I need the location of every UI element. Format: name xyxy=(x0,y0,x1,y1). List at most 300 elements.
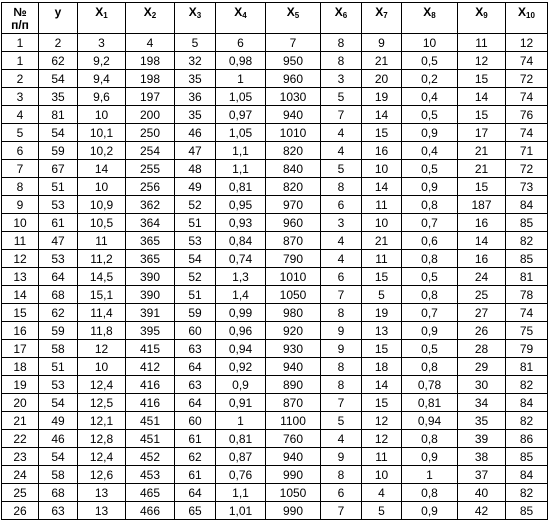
column-header xyxy=(402,3,458,34)
table-cell: 7 xyxy=(2,160,39,178)
table-cell: 200 xyxy=(126,106,175,124)
table-cell: 7 xyxy=(321,106,362,124)
table-cell: 61 xyxy=(175,430,216,448)
table-cell: 960 xyxy=(266,214,321,232)
table-cell: 0,8 xyxy=(402,196,458,214)
table-cell: 1 xyxy=(216,70,266,88)
table-cell: 73 xyxy=(506,178,548,196)
table-cell: 14 xyxy=(2,286,39,304)
table-cell: 940 xyxy=(266,106,321,124)
table-cell: 74 xyxy=(506,88,548,106)
table-cell: 452 xyxy=(126,448,175,466)
table-cell: 35 xyxy=(175,70,216,88)
table-cell: 416 xyxy=(126,394,175,412)
table-cell: 930 xyxy=(266,340,321,358)
column-header xyxy=(126,3,175,34)
table-cell: 72 xyxy=(506,70,548,88)
table-cell: 0,5 xyxy=(402,160,458,178)
header-label: X xyxy=(518,5,527,19)
table-cell: 10 xyxy=(362,214,402,232)
table-cell: 1,1 xyxy=(216,160,266,178)
table-cell: 68 xyxy=(39,484,78,502)
table-cell: 940 xyxy=(266,358,321,376)
table-cell: 85 xyxy=(506,448,548,466)
table-cell: 11,8 xyxy=(78,322,126,340)
table-cell: 82 xyxy=(506,484,548,502)
table-cell: 48 xyxy=(175,160,216,178)
table-cell: 9 xyxy=(362,34,402,52)
table-cell: 51 xyxy=(175,286,216,304)
table-cell: 4 xyxy=(321,250,362,268)
table-cell: 1,4 xyxy=(216,286,266,304)
table-cell: 74 xyxy=(506,304,548,322)
table-row xyxy=(2,106,548,124)
table-cell: 256 xyxy=(126,178,175,196)
table-cell: 198 xyxy=(126,52,175,70)
header-label: X xyxy=(423,5,432,19)
table-cell: 840 xyxy=(266,160,321,178)
table-cell: 1,3 xyxy=(216,268,266,286)
table-cell: 79 xyxy=(506,340,548,358)
table-cell: 362 xyxy=(126,196,175,214)
table-cell: 8 xyxy=(321,466,362,484)
table-cell: 20 xyxy=(362,70,402,88)
table-cell: 53 xyxy=(39,250,78,268)
table-cell: 3 xyxy=(321,214,362,232)
table-cell: 21 xyxy=(362,52,402,70)
table-cell: 10,9 xyxy=(78,196,126,214)
table-cell: 49 xyxy=(39,412,78,430)
table-cell: 11 xyxy=(362,196,402,214)
table-body xyxy=(2,34,548,520)
table-row xyxy=(2,412,548,430)
header-subscript: 4 xyxy=(242,11,247,20)
table-cell: 1 xyxy=(402,466,458,484)
table-cell: 18 xyxy=(362,358,402,376)
table-cell: 0,96 xyxy=(216,322,266,340)
table-cell: 12,1 xyxy=(78,412,126,430)
table-cell: 0,74 xyxy=(216,250,266,268)
table-cell: 0,76 xyxy=(216,466,266,484)
table-cell: 53 xyxy=(175,232,216,250)
table-cell: 74 xyxy=(506,124,548,142)
table-cell: 0,99 xyxy=(216,304,266,322)
table-cell: 28 xyxy=(458,340,506,358)
table-cell: 61 xyxy=(39,214,78,232)
table-cell: 86 xyxy=(506,430,548,448)
table-row xyxy=(2,322,548,340)
table-cell: 84 xyxy=(506,466,548,484)
table-cell: 12 xyxy=(506,34,548,52)
table-cell: 2 xyxy=(2,70,39,88)
table-cell: 81 xyxy=(506,268,548,286)
table-cell: 67 xyxy=(39,160,78,178)
table-cell: 11,2 xyxy=(78,250,126,268)
table-cell: 3 xyxy=(321,70,362,88)
table-cell: 38 xyxy=(458,448,506,466)
table-cell: 820 xyxy=(266,178,321,196)
table-cell: 890 xyxy=(266,376,321,394)
table-cell: 0,7 xyxy=(402,214,458,232)
table-cell: 0,9 xyxy=(402,124,458,142)
table-cell: 960 xyxy=(266,70,321,88)
table-cell: 4 xyxy=(321,430,362,448)
table-cell: 15 xyxy=(2,304,39,322)
table-cell: 940 xyxy=(266,448,321,466)
header-subscript: 8 xyxy=(431,11,436,20)
table-cell: 0,9 xyxy=(402,322,458,340)
table-cell: 60 xyxy=(175,412,216,430)
header-subscript: 5 xyxy=(294,11,300,20)
table-cell: 980 xyxy=(266,304,321,322)
table-cell: 1,1 xyxy=(216,142,266,160)
table-cell: 390 xyxy=(126,268,175,286)
table-cell: 5 xyxy=(321,412,362,430)
table-cell: 1010 xyxy=(266,268,321,286)
header-label: X xyxy=(234,5,243,19)
table-cell: 11 xyxy=(458,34,506,52)
table-cell: 47 xyxy=(39,232,78,250)
table-cell: 46 xyxy=(175,124,216,142)
table-cell: 16 xyxy=(458,250,506,268)
table-cell: 63 xyxy=(175,376,216,394)
table-cell: 18 xyxy=(2,358,39,376)
table-cell: 0,8 xyxy=(402,484,458,502)
table-cell: 15 xyxy=(362,268,402,286)
table-cell: 81 xyxy=(506,358,548,376)
table-cell: 820 xyxy=(266,142,321,160)
column-header xyxy=(78,3,126,34)
table-cell: 12 xyxy=(78,340,126,358)
column-header: y xyxy=(39,3,78,34)
table-cell: 15 xyxy=(458,106,506,124)
table-cell: 8 xyxy=(321,376,362,394)
table-cell: 26 xyxy=(2,502,39,520)
table-cell: 254 xyxy=(126,142,175,160)
table-cell: 75 xyxy=(506,322,548,340)
table-cell: 26 xyxy=(458,322,506,340)
table-cell: 19 xyxy=(362,304,402,322)
table-cell: 10,5 xyxy=(78,214,126,232)
header-row xyxy=(2,3,548,34)
table-row xyxy=(2,286,548,304)
table-cell: 24 xyxy=(2,466,39,484)
table-cell: 870 xyxy=(266,394,321,412)
table-cell: 68 xyxy=(39,286,78,304)
table-cell: 9,2 xyxy=(78,52,126,70)
table-cell: 1,01 xyxy=(216,502,266,520)
column-header: № п/п xyxy=(2,3,39,34)
table-cell: 0,8 xyxy=(402,286,458,304)
table-cell: 4 xyxy=(2,106,39,124)
table-cell: 32 xyxy=(175,52,216,70)
table-cell: 21 xyxy=(458,142,506,160)
table-cell: 7 xyxy=(321,394,362,412)
table-cell: 35 xyxy=(39,88,78,106)
table-cell: 54 xyxy=(39,394,78,412)
table-cell: 21 xyxy=(362,232,402,250)
table-cell: 0,9 xyxy=(402,448,458,466)
table-cell: 20 xyxy=(2,394,39,412)
table-row xyxy=(2,214,548,232)
table-cell: 4 xyxy=(321,142,362,160)
table-cell: 0,95 xyxy=(216,196,266,214)
table-cell: 990 xyxy=(266,502,321,520)
table-cell: 82 xyxy=(506,232,548,250)
table-cell: 15 xyxy=(458,70,506,88)
table-cell: 6 xyxy=(321,268,362,286)
table-cell: 51 xyxy=(39,358,78,376)
table-cell: 72 xyxy=(506,160,548,178)
table-cell: 64 xyxy=(175,358,216,376)
table-cell: 27 xyxy=(458,304,506,322)
table-cell: 3 xyxy=(78,34,126,52)
table-cell: 9 xyxy=(2,196,39,214)
table-cell: 0,93 xyxy=(216,214,266,232)
table-cell: 13 xyxy=(362,322,402,340)
table-cell: 47 xyxy=(175,142,216,160)
table-row xyxy=(2,34,548,52)
table-cell: 52 xyxy=(175,196,216,214)
table-cell: 59 xyxy=(39,142,78,160)
column-header xyxy=(321,3,362,34)
table-row xyxy=(2,232,548,250)
table-cell: 990 xyxy=(266,466,321,484)
table-cell: 65 xyxy=(175,502,216,520)
table-cell: 14 xyxy=(362,106,402,124)
header-label: X xyxy=(188,5,197,19)
column-header xyxy=(216,3,266,34)
header-subscript: 7 xyxy=(383,11,388,20)
table-cell: 465 xyxy=(126,484,175,502)
table-cell: 0,94 xyxy=(216,340,266,358)
table-cell: 7 xyxy=(321,502,362,520)
table-row xyxy=(2,196,548,214)
table-cell: 0,81 xyxy=(402,394,458,412)
table-cell: 15 xyxy=(362,340,402,358)
table-cell: 4 xyxy=(321,232,362,250)
header-label: X xyxy=(475,5,484,19)
table-cell: 1010 xyxy=(266,124,321,142)
table-cell: 14 xyxy=(458,88,506,106)
table-cell: 24 xyxy=(458,268,506,286)
table-cell: 1 xyxy=(216,412,266,430)
table-cell: 11,4 xyxy=(78,304,126,322)
table-cell: 84 xyxy=(506,196,548,214)
table-row xyxy=(2,394,548,412)
table-cell: 5 xyxy=(362,502,402,520)
table-row xyxy=(2,124,548,142)
table-cell: 0,8 xyxy=(402,430,458,448)
table-cell: 36 xyxy=(175,88,216,106)
table-cell: 0,8 xyxy=(402,358,458,376)
table-cell: 395 xyxy=(126,322,175,340)
table-cell: 13 xyxy=(78,484,126,502)
table-cell: 0,8 xyxy=(402,250,458,268)
table-cell: 0,9 xyxy=(402,502,458,520)
table-cell: 0,87 xyxy=(216,448,266,466)
table-cell: 451 xyxy=(126,412,175,430)
table-cell: 8 xyxy=(2,178,39,196)
table-row xyxy=(2,142,548,160)
table-cell: 10 xyxy=(362,160,402,178)
table-cell: 4 xyxy=(321,124,362,142)
table-cell: 870 xyxy=(266,232,321,250)
table-cell: 415 xyxy=(126,340,175,358)
table-cell: 9 xyxy=(321,448,362,466)
table-cell: 8 xyxy=(321,34,362,52)
table-cell: 53 xyxy=(39,196,78,214)
table-cell: 71 xyxy=(506,142,548,160)
table-cell: 0,9 xyxy=(216,376,266,394)
table-cell: 0,91 xyxy=(216,394,266,412)
table-cell: 451 xyxy=(126,430,175,448)
table-cell: 10 xyxy=(402,34,458,52)
header-label: X xyxy=(95,5,104,19)
table-cell: 1 xyxy=(2,34,39,52)
table-cell: 85 xyxy=(506,502,548,520)
table-cell: 35 xyxy=(175,106,216,124)
table-row xyxy=(2,52,548,70)
table-cell: 9 xyxy=(321,322,362,340)
table-cell: 46 xyxy=(39,430,78,448)
table-row xyxy=(2,160,548,178)
column-header xyxy=(506,3,548,34)
table-cell: 12 xyxy=(362,412,402,430)
table-cell: 11 xyxy=(362,448,402,466)
table-cell: 0,92 xyxy=(216,358,266,376)
table-cell: 9,6 xyxy=(78,88,126,106)
table-row xyxy=(2,448,548,466)
column-header xyxy=(175,3,216,34)
table-cell: 14 xyxy=(362,178,402,196)
table-row xyxy=(2,268,548,286)
table-cell: 5 xyxy=(321,160,362,178)
table-cell: 52 xyxy=(175,268,216,286)
table-cell: 37 xyxy=(458,466,506,484)
table-cell: 416 xyxy=(126,376,175,394)
table-row xyxy=(2,430,548,448)
table-cell: 970 xyxy=(266,196,321,214)
table-cell: 790 xyxy=(266,250,321,268)
table-cell: 1100 xyxy=(266,412,321,430)
table-row xyxy=(2,88,548,106)
table-cell: 920 xyxy=(266,322,321,340)
table-cell: 9 xyxy=(321,340,362,358)
table-cell: 14 xyxy=(362,376,402,394)
table-cell: 1,05 xyxy=(216,124,266,142)
table-cell: 25 xyxy=(458,286,506,304)
table-cell: 51 xyxy=(175,214,216,232)
table-cell: 62 xyxy=(39,52,78,70)
header-label: X xyxy=(286,5,295,19)
table-row xyxy=(2,358,548,376)
column-header xyxy=(458,3,506,34)
table-cell: 15 xyxy=(362,124,402,142)
table-row xyxy=(2,484,548,502)
table-cell: 42 xyxy=(458,502,506,520)
table-cell: 197 xyxy=(126,88,175,106)
table-cell: 16 xyxy=(362,142,402,160)
table-cell: 12 xyxy=(362,430,402,448)
table-cell: 29 xyxy=(458,358,506,376)
table-cell: 950 xyxy=(266,52,321,70)
table-cell: 14 xyxy=(78,160,126,178)
table-cell: 0,94 xyxy=(402,412,458,430)
table-cell: 21 xyxy=(2,412,39,430)
table-cell: 54 xyxy=(39,124,78,142)
table-cell: 7 xyxy=(321,286,362,304)
table-cell: 10,2 xyxy=(78,142,126,160)
table-cell: 11 xyxy=(78,232,126,250)
table-cell: 12,5 xyxy=(78,394,126,412)
table-cell: 35 xyxy=(458,412,506,430)
table-cell: 51 xyxy=(39,178,78,196)
table-cell: 12,6 xyxy=(78,466,126,484)
table-cell: 412 xyxy=(126,358,175,376)
table-cell: 16 xyxy=(458,214,506,232)
table-cell: 0,98 xyxy=(216,52,266,70)
table-row xyxy=(2,340,548,358)
table-cell: 82 xyxy=(506,412,548,430)
table-cell: 8 xyxy=(321,358,362,376)
table-cell: 10 xyxy=(78,106,126,124)
table-cell: 54 xyxy=(39,448,78,466)
table-cell: 85 xyxy=(506,250,548,268)
table-cell: 1 xyxy=(2,52,39,70)
table-cell: 12,4 xyxy=(78,376,126,394)
table-cell: 760 xyxy=(266,430,321,448)
table-cell: 0,2 xyxy=(402,70,458,88)
header-label: X xyxy=(143,5,152,19)
table-cell: 54 xyxy=(175,250,216,268)
table-cell: 17 xyxy=(2,340,39,358)
table-cell: 4 xyxy=(362,484,402,502)
table-cell: 364 xyxy=(126,214,175,232)
table-cell: 12,8 xyxy=(78,430,126,448)
table-cell: 5 xyxy=(321,88,362,106)
table-cell: 390 xyxy=(126,286,175,304)
table-cell: 74 xyxy=(506,52,548,70)
table-cell: 466 xyxy=(126,502,175,520)
table-cell: 6 xyxy=(321,484,362,502)
table-row xyxy=(2,466,548,484)
table-cell: 0,9 xyxy=(402,178,458,196)
table-cell: 62 xyxy=(175,448,216,466)
table-row xyxy=(2,304,548,322)
table-cell: 1050 xyxy=(266,286,321,304)
table-cell: 13 xyxy=(78,502,126,520)
column-header xyxy=(266,3,321,34)
table-cell: 6 xyxy=(321,196,362,214)
table-cell: 8 xyxy=(321,178,362,196)
table-row xyxy=(2,70,548,88)
table-cell: 0,5 xyxy=(402,340,458,358)
table-cell: 59 xyxy=(175,304,216,322)
table-cell: 12,4 xyxy=(78,448,126,466)
table-cell: 198 xyxy=(126,70,175,88)
table-cell: 19 xyxy=(362,88,402,106)
table-cell: 12 xyxy=(2,250,39,268)
table-cell: 8 xyxy=(321,52,362,70)
table-cell: 0,81 xyxy=(216,430,266,448)
table-cell: 10 xyxy=(362,466,402,484)
table-cell: 10 xyxy=(78,178,126,196)
header-label: X xyxy=(334,5,343,19)
table-cell: 0,81 xyxy=(216,178,266,196)
table-cell: 15 xyxy=(362,394,402,412)
table-cell: 0,7 xyxy=(402,304,458,322)
